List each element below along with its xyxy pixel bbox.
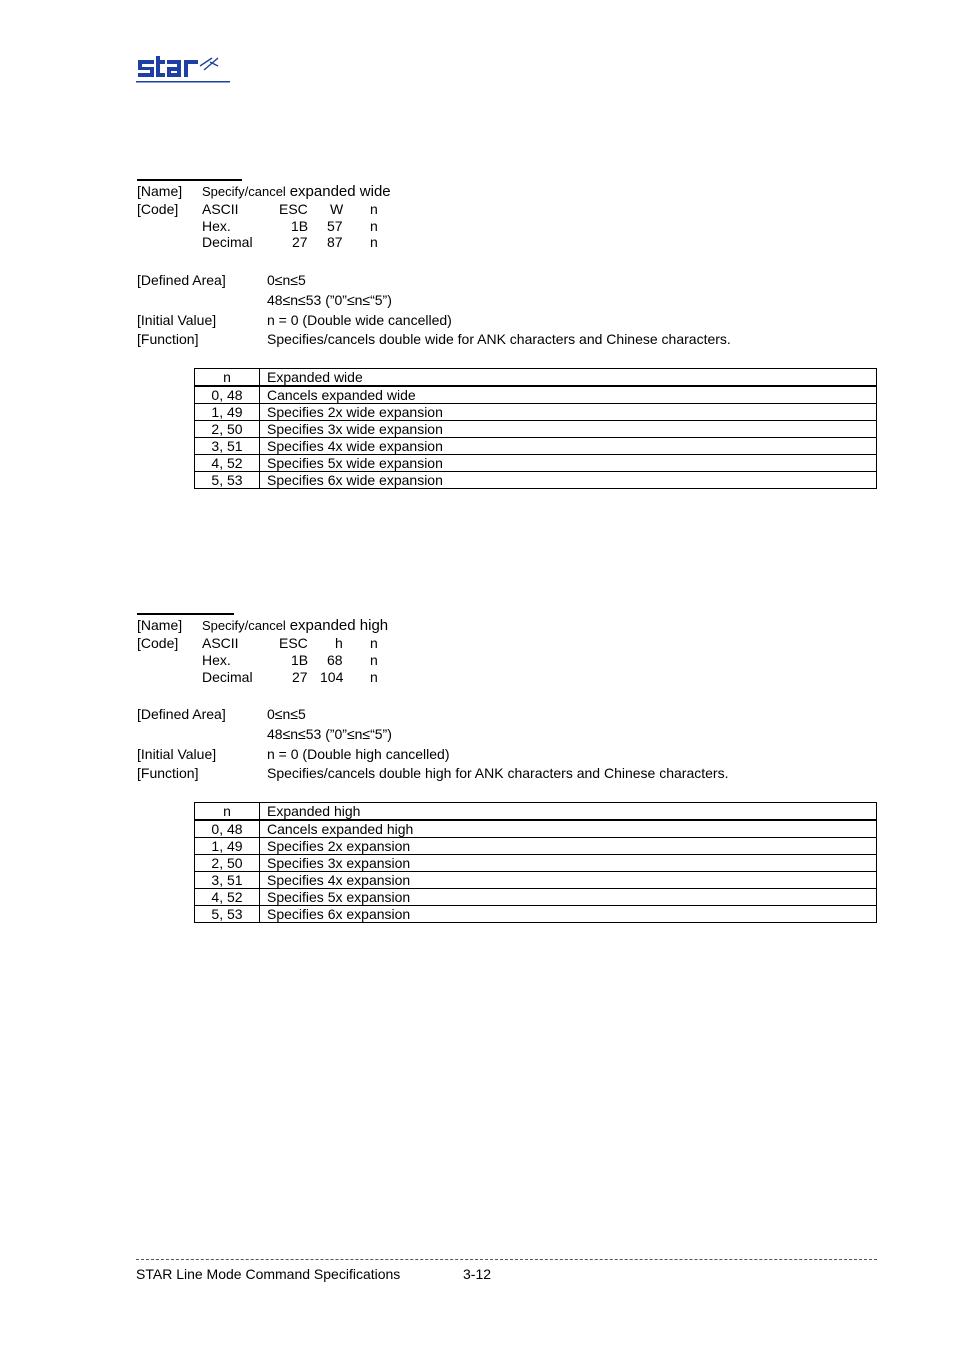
- table-cell-n: 1, 49: [195, 404, 260, 421]
- table-cell-n: 4, 52: [195, 455, 260, 472]
- section-1-initial-value: n = 0 (Double wide cancelled): [267, 312, 452, 328]
- table-cell-n: 0, 48: [195, 386, 260, 404]
- table-header-n: n: [195, 369, 260, 387]
- section-1-name-prefix: Specify/cancel: [202, 184, 286, 199]
- table-header-row: [195, 803, 877, 821]
- section-2-function-label: [Function]: [137, 765, 199, 781]
- section-2-defined-line1: 0≤n≤5: [267, 706, 306, 722]
- table-cell-description: Cancels expanded high: [260, 820, 877, 838]
- section-1-code-ascii-c2: W: [330, 201, 344, 217]
- section-1-name-main: expanded wide: [289, 183, 391, 200]
- section-2-function-value: Specifies/cancels double high for ANK characters and Chinese characters.: [267, 765, 729, 781]
- section-2-code-hex-c3: n: [370, 652, 378, 668]
- table-header-description: Expanded high: [260, 803, 877, 821]
- section-1-code-hex-c2: 57: [327, 218, 343, 234]
- star-logo-icon: [136, 52, 232, 84]
- table-cell-n: 5, 53: [195, 906, 260, 923]
- table-header-n: n: [195, 803, 260, 821]
- table-header-row: [195, 369, 877, 387]
- footer-title: STAR Line Mode Command Specifications: [136, 1266, 401, 1282]
- section-2-code-ascii-c1: ESC: [279, 635, 308, 651]
- table-cell-n: 3, 51: [195, 438, 260, 455]
- table-row: [195, 855, 877, 872]
- section-2-initial-value: n = 0 (Double high cancelled): [267, 746, 450, 762]
- table-row: [195, 820, 877, 838]
- section-1-code-dec-c2: 87: [327, 234, 343, 250]
- section-1-name: [202, 183, 391, 200]
- footer-page-number: 3-12: [463, 1266, 492, 1282]
- table-cell-description: Specifies 5x expansion: [260, 889, 877, 906]
- table-cell-description: Specifies 6x wide expansion: [260, 472, 877, 489]
- section-1-function-label: [Function]: [137, 331, 199, 347]
- section-1-code-hex-c3: n: [370, 218, 378, 234]
- table-row: [195, 421, 877, 438]
- section-1-code-ascii-c3: n: [370, 201, 378, 217]
- table-cell-n: 5, 53: [195, 472, 260, 489]
- table-cell-description: Specifies 2x expansion: [260, 838, 877, 855]
- section-1-heading-rule: [137, 179, 242, 181]
- table-row: [195, 404, 877, 421]
- footer-rule: [136, 1259, 877, 1260]
- section-2-defined-line2: 48≤n≤53 (”0”≤n≤“5”): [267, 726, 392, 742]
- table-header-description: Expanded wide: [260, 369, 877, 387]
- section-2-code-ascii-label: ASCII: [202, 635, 239, 651]
- section-2-initial-label: [Initial Value]: [137, 746, 217, 762]
- table-cell-description: Specifies 3x expansion: [260, 855, 877, 872]
- section-1-function-value: Specifies/cancels double wide for ANK characters and Chinese characters.: [267, 331, 731, 347]
- table-row: [195, 872, 877, 889]
- table-row: [195, 438, 877, 455]
- section-2-code-hex-label: Hex.: [202, 652, 231, 668]
- table-row: [195, 386, 877, 404]
- section-2-name-label: [Name]: [137, 617, 183, 633]
- section-2-code-label: [Code]: [137, 635, 179, 651]
- table-cell-n: 4, 52: [195, 889, 260, 906]
- table-cell-description: Specifies 2x wide expansion: [260, 404, 877, 421]
- table-cell-description: Specifies 4x wide expansion: [260, 438, 877, 455]
- section-2-defined-label: [Defined Area]: [137, 706, 226, 722]
- table-row: [195, 889, 877, 906]
- section-2-code-dec-c2: 104: [320, 669, 344, 685]
- section-2-heading-rule: [137, 613, 234, 615]
- table-cell-n: 3, 51: [195, 872, 260, 889]
- table-cell-n: 2, 50: [195, 421, 260, 438]
- section-2-code-ascii-c3: n: [370, 635, 378, 651]
- table-cell-description: Cancels expanded wide: [260, 386, 877, 404]
- section-2-code-hex-c1: 1B: [291, 652, 309, 668]
- table-cell-description: Specifies 3x wide expansion: [260, 421, 877, 438]
- section-1-code-hex-label: Hex.: [202, 218, 231, 234]
- table-cell-description: Specifies 4x expansion: [260, 872, 877, 889]
- section-1-code-dec-c1: 27: [292, 234, 308, 250]
- section-2-code-dec-label: Decimal: [202, 669, 253, 685]
- table-cell-n: 1, 49: [195, 838, 260, 855]
- table-cell-n: 0, 48: [195, 820, 260, 838]
- table-cell-description: Specifies 6x expansion: [260, 906, 877, 923]
- table-row: [195, 455, 877, 472]
- section-2-name-prefix: Specify/cancel: [202, 618, 286, 633]
- table-row: [195, 472, 877, 489]
- section-1-defined-line2: 48≤n≤53 (”0”≤n≤“5”): [267, 292, 392, 308]
- section-2-expansion-table: [194, 802, 877, 923]
- table-row: [195, 906, 877, 923]
- section-1-code-label: [Code]: [137, 201, 179, 217]
- section-1-code-dec-label: Decimal: [202, 234, 253, 250]
- section-1-initial-label: [Initial Value]: [137, 312, 217, 328]
- section-1-name-label: [Name]: [137, 183, 183, 199]
- table-row: [195, 838, 877, 855]
- section-1-code-ascii-c1: ESC: [279, 201, 308, 217]
- section-1-defined-label: [Defined Area]: [137, 272, 226, 288]
- section-2-name: [202, 617, 388, 634]
- section-1-code-hex-c1: 1B: [291, 218, 309, 234]
- section-1-defined-line1: 0≤n≤5: [267, 272, 306, 288]
- section-2-code-dec-c3: n: [370, 669, 378, 685]
- table-cell-description: Specifies 5x wide expansion: [260, 455, 877, 472]
- section-1-code-dec-c3: n: [370, 234, 378, 250]
- section-1-expansion-table: [194, 368, 877, 489]
- section-2-code-ascii-c2: h: [335, 635, 343, 651]
- section-2-code-hex-c2: 68: [327, 652, 343, 668]
- table-cell-n: 2, 50: [195, 855, 260, 872]
- section-1-code-ascii-label: ASCII: [202, 201, 239, 217]
- section-2-code-dec-c1: 27: [292, 669, 308, 685]
- section-2-name-main: expanded high: [289, 617, 389, 634]
